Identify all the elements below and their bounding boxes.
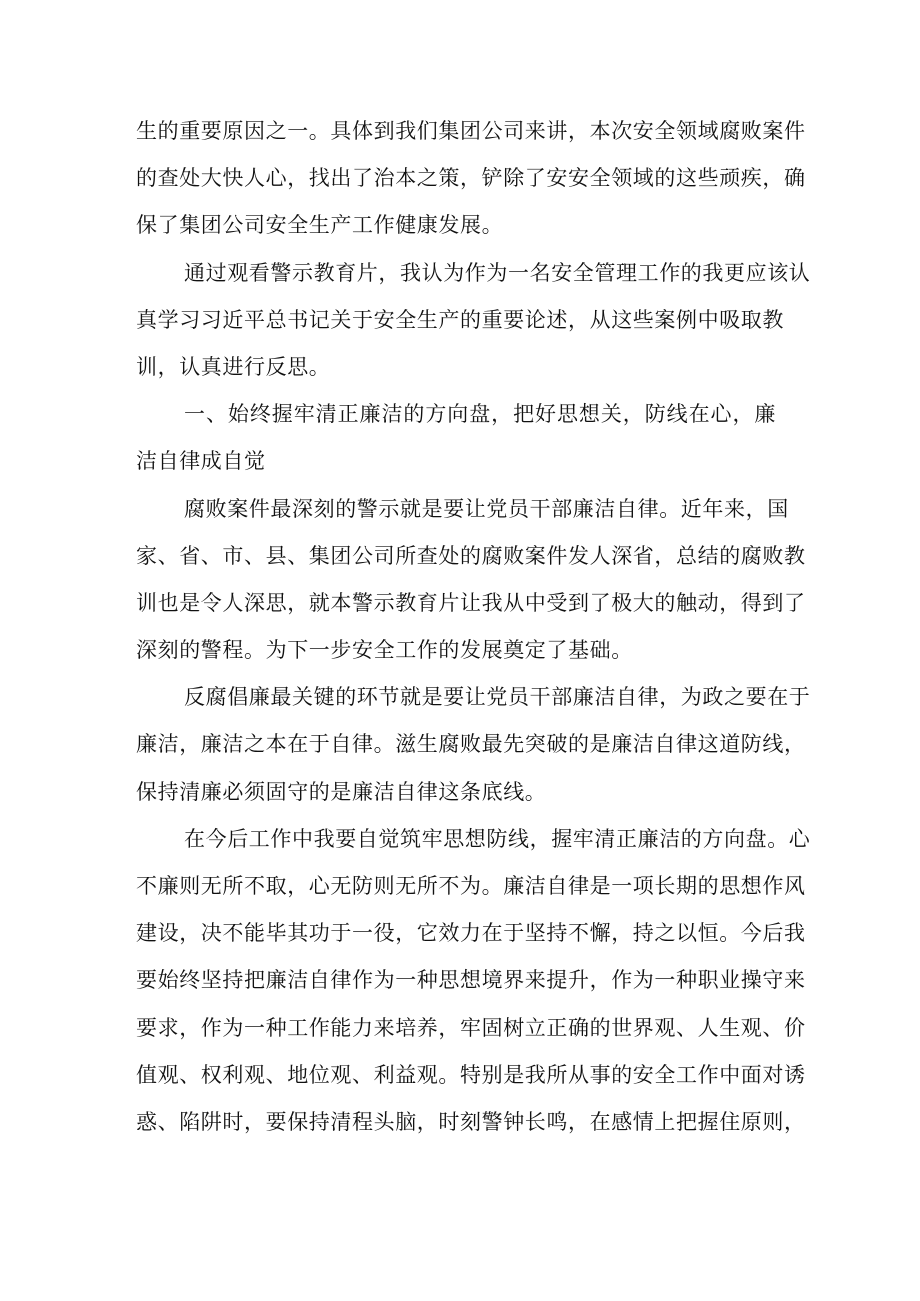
- paragraph-line: 的查处大快人心，找出了治本之策，铲除了安安全领域的这些顽疾，确: [136, 166, 806, 191]
- paragraph-line: 训也是令人深思，就本警示教育片让我从中受到了极大的触动，得到了: [136, 590, 806, 615]
- paragraph-line: 建设，决不能毕其功于一役，它效力在于坚持不懈，持之以恒。今后我: [136, 921, 806, 946]
- paragraph-line: 要始终坚持把廉洁自律作为一种思想境界来提升，作为一种职业操守来: [136, 968, 806, 993]
- document-body: [136, 108, 811, 1146]
- paragraph-line: 真学习习近平总书记关于安全生产的重要论述，从这些案例中吸取教: [136, 307, 784, 332]
- paragraph-line: 生的重要原因之一。具体到我们集团公司来讲，本次安全领域腐败案件: [136, 119, 806, 143]
- paragraph-line: 要求，作为一种工作能力来培养，牢固树立正确的世界观、人生观、价: [136, 1015, 806, 1040]
- section-heading-line: 洁自律成自觉: [136, 449, 266, 474]
- paragraph-line: 通过观看警示教育片，我认为作为一名安全管理工作的我更应该认: [184, 260, 811, 285]
- paragraph-line: 值观、权利观、地位观、利益观。特别是我所从事的安全工作中面对诱: [136, 1062, 806, 1087]
- paragraph-line: 训，认真进行反思。: [136, 354, 331, 379]
- paragraph-line: 家、省、市、县、集团公司所查处的腐败案件发人深省，总结的腐败教: [136, 543, 806, 568]
- paragraph-line: 保持清廉必须固守的是廉洁自律这条底线。: [136, 779, 547, 804]
- paragraph-line: 腐败案件最深刻的警示就是要让党员干部廉洁自律。近年来，国: [184, 496, 789, 521]
- section-heading-line: 一、始终握牢清正廉洁的方向盘，把好思想关，防线在心，廉: [184, 402, 776, 427]
- paragraph-line: 在今后工作中我要自觉筑牢思想防线，握牢清正廉洁的方向盘。心: [184, 826, 811, 851]
- paragraph-line: 不廉则无所不取，心无防则无所不为。廉洁自律是一项长期的思想作风: [136, 874, 806, 898]
- paragraph-line: 反腐倡廉最关键的环节就是要让党员干部廉洁自律，为政之要在于: [184, 685, 811, 710]
- paragraph-line: 保了集团公司安全生产工作健康发展。: [136, 213, 504, 238]
- paragraph-line: 廉洁，廉洁之本在于自律。滋生腐败最先突破的是廉洁自律这道防线，: [136, 732, 806, 757]
- paragraph-line: 深刻的警程。为下一步安全工作的发展奠定了基础。: [136, 638, 633, 663]
- paragraph-line: 惑、陷阱时，要保持清程头脑，时刻警钟长鸣，在感情上把握住原则，: [136, 1109, 806, 1134]
